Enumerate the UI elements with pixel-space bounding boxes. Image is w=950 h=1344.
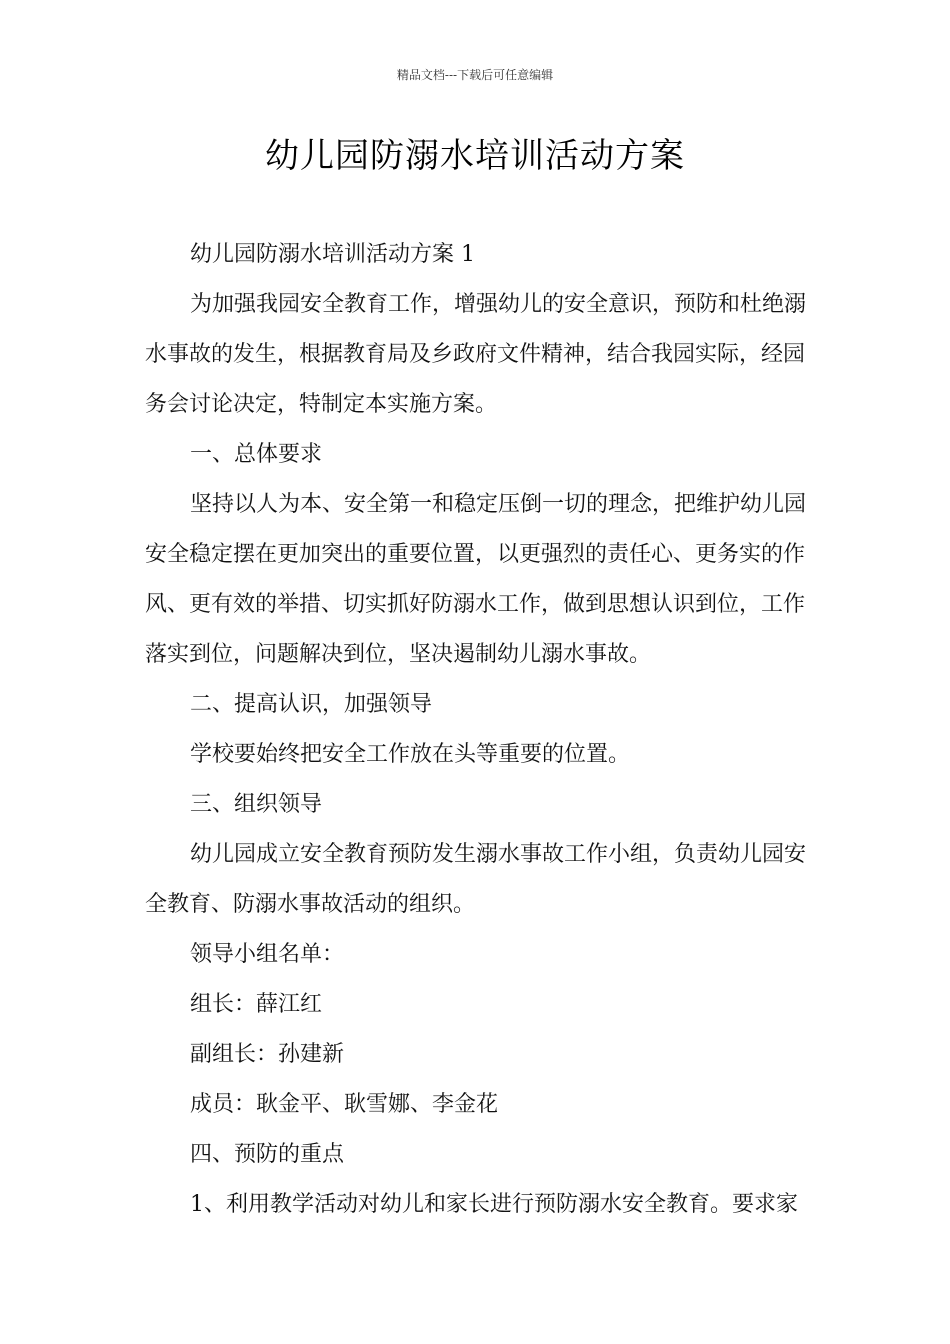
section-heading-2: 二、提高认识，加强领导: [190, 692, 433, 717]
list-item: 副组长：孙建新: [190, 1042, 345, 1067]
section-heading-3: 三、组织领导: [190, 792, 323, 817]
section-heading-1: 一、总体要求: [190, 442, 323, 467]
section-heading-4: 四、预防的重点: [190, 1142, 345, 1167]
body-paragraph: 幼儿园成立安全教育预防发生溺水事故工作小组，负责幼儿园安全教育、防溺水事故活动的组织。: [145, 842, 807, 917]
document-body: [145, 230, 815, 1230]
subtitle-paragraph: 幼儿园防溺水培训活动方案 1: [190, 242, 475, 267]
body-paragraph: 1、利用教学活动对幼儿和家长进行预防溺水安全教育。要求家: [190, 1192, 798, 1217]
intro-paragraph: 为加强我园安全教育工作，增强幼儿的安全意识，预防和杜绝溺水事故的发生，根据教育局及乡政府文件精神，结合我园实际，经园务会讨论决定，特制定本实施方案。: [145, 292, 807, 417]
body-paragraph: 坚持以人为本、安全第一和稳定压倒一切的理念，把维护幼儿园安全稳定摆在更加突出的重要位置，以更强烈的责任心、更务实的作风、更有效的举措、切实抓好防溺水工作，做到思想认识到位，工作落实到位，问题解决到位，坚决遏制幼儿溺水事故。: [145, 492, 807, 667]
body-paragraph: 学校要始终把安全工作放在头等重要的位置。: [190, 742, 631, 767]
document-title: 幼儿园防溺水培训活动方案: [265, 136, 685, 176]
list-item: 组长：薛江红: [190, 992, 323, 1017]
list-heading: 领导小组名单：: [190, 942, 345, 967]
list-item: 成员：耿金平、耿雪娜、李金花: [190, 1092, 499, 1117]
page-header: 精品文档---下载后可任意编辑: [396, 68, 554, 82]
